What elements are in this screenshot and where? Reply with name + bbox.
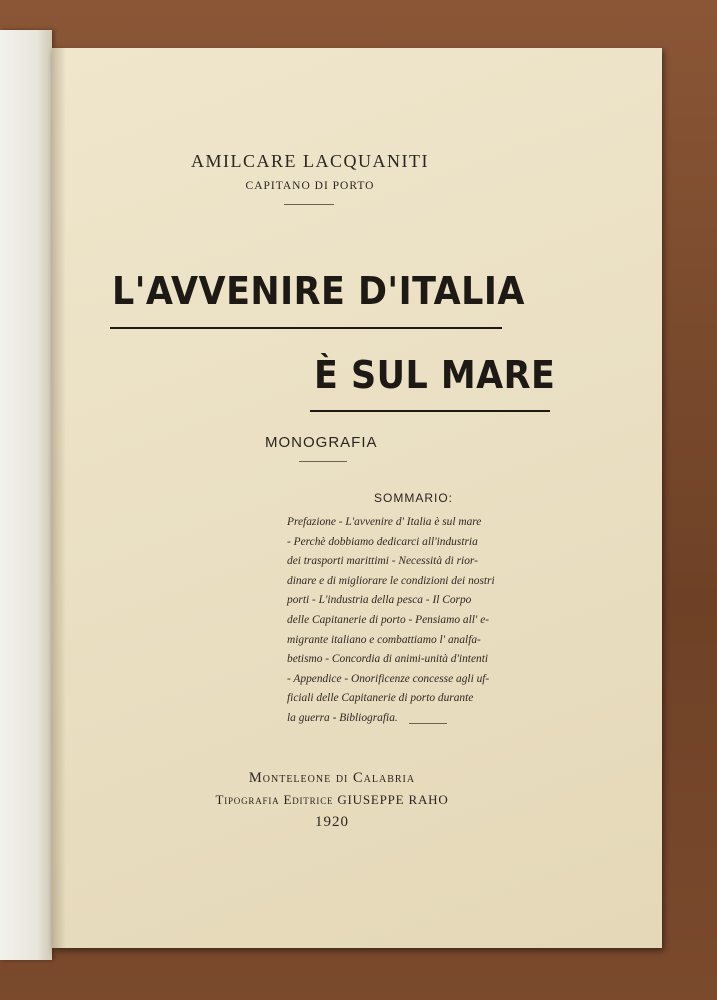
- divider-rule: [284, 204, 334, 205]
- title-line-2: È SUL MARE: [314, 353, 556, 397]
- divider-rule: [409, 723, 447, 724]
- publication-place: Monteleone di Calabria: [248, 770, 416, 786]
- author-name: AMILCARE LACQUANITI: [191, 151, 429, 171]
- summary-line: la guerra - Bibliografia.: [287, 711, 398, 724]
- page-gutter-shadow: [52, 48, 66, 948]
- summary-line: migrante italiano e combattiamo l' analfa-: [287, 633, 481, 646]
- summary-heading: SOMMARIO:: [374, 491, 454, 505]
- title-underline-2: [310, 410, 550, 412]
- divider-rule: [299, 461, 347, 462]
- summary-line: ficiali delle Capitanerie di porto durante: [287, 692, 474, 705]
- title-line-1: L'AVVENIRE D'ITALIA: [112, 269, 525, 313]
- facing-page-edge: [0, 30, 52, 960]
- summary-line: - Perchè dobbiamo dedicarci all'industria: [287, 535, 478, 548]
- summary-line: delle Capitanerie di porto - Pensiamo all' e-: [287, 613, 490, 626]
- author-rank: CAPITANO DI PORTO: [245, 180, 375, 192]
- summary-line: dei trasporti marittimi - Necessità di rior-: [287, 555, 478, 568]
- summary-line: betismo - Concordia di animi-unità d'intenti: [287, 653, 489, 666]
- summary-text: [287, 513, 579, 729]
- printer-name: Tipografia Editrice GIUSEPPE RAHO: [215, 792, 449, 807]
- summary-line: dinare e di migliorare le condizioni dei nostri: [287, 574, 495, 587]
- summary-line: - Appendice - Onorificenze concesse agli uf-: [287, 672, 490, 685]
- summary-line: porti - L'industria della pesca - Il Corpo: [287, 594, 472, 607]
- publication-year: 1920: [315, 814, 349, 830]
- title-page: [52, 48, 662, 948]
- title-underline-1: [110, 327, 502, 329]
- subtitle: MONOGRAFIA: [265, 434, 378, 451]
- summary-line: Prefazione - L'avvenire d' Italia è sul mare: [287, 516, 482, 528]
